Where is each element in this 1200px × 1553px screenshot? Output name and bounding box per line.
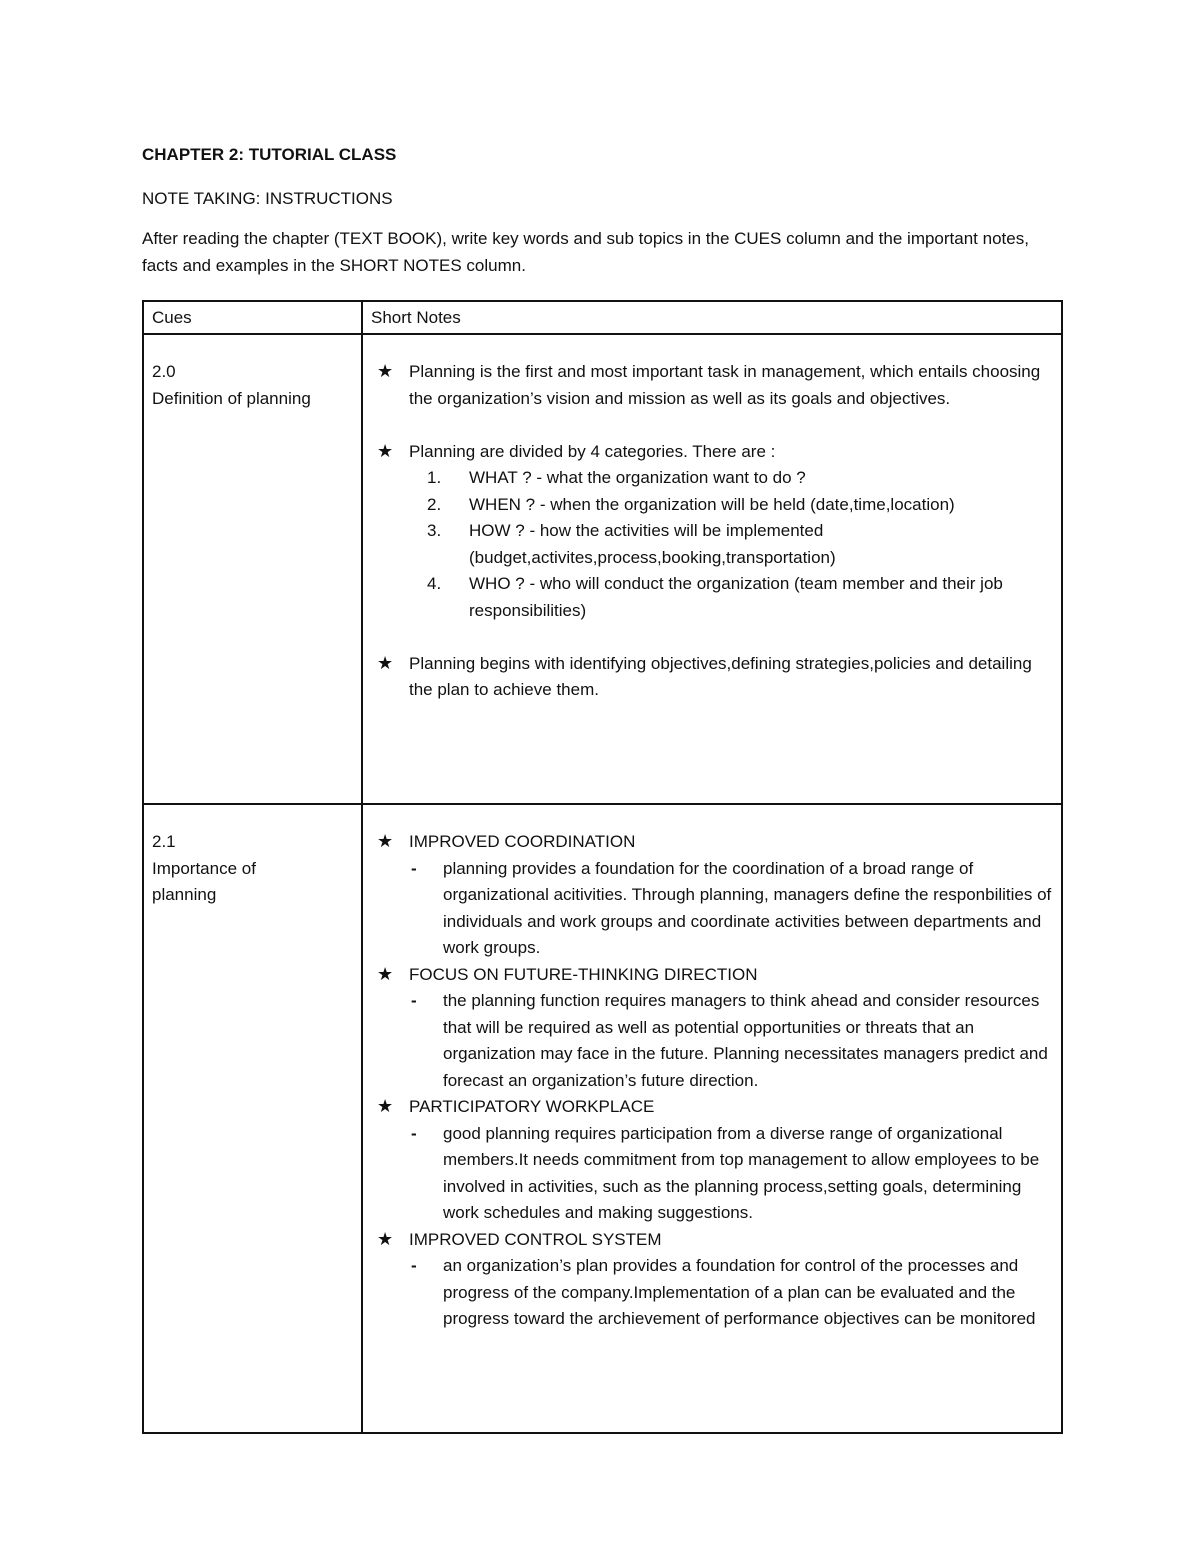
notes-cell <box>362 334 1062 804</box>
star-icon: ★ <box>377 1228 394 1250</box>
document-page <box>142 140 1062 1328</box>
note-point <box>373 1094 1053 1227</box>
note-text: Planning begins with identifying objectives,defining strategies,policies and detailing the plan to achieve them. <box>409 653 1032 699</box>
table-row <box>143 334 1062 804</box>
note-heading: IMPROVED COORDINATION <box>409 832 636 851</box>
page-subtitle: NOTE TAKING: INSTRUCTIONS <box>142 189 393 208</box>
note-point <box>373 962 1053 1095</box>
cue-cell <box>143 334 362 804</box>
list-item: - an organization’s plan provides a foundation for control of the processes and progress of the company.Implementation of a plan can be evaluated and the progress toward the archievement of performance objectives can be monitored <box>409 1253 1053 1333</box>
dash-bullet: - <box>411 858 417 878</box>
star-icon: ★ <box>377 963 394 985</box>
note-text: Planning are divided by 4 categories. There are : <box>409 441 776 461</box>
dash-bullet: - <box>411 1256 417 1275</box>
note-text: Planning is the first and most important task in management, which entails choosing the organization’s vision and mission as well as its goals and objectives. <box>409 362 1041 408</box>
detail-list <box>409 1253 1053 1333</box>
notes-cell <box>362 804 1062 1433</box>
short-notes-header: Short Notes <box>362 301 1062 334</box>
cues-header: Cues <box>143 301 362 334</box>
star-icon: ★ <box>377 831 394 852</box>
star-icon: ★ <box>377 440 394 462</box>
list-item: 3. HOW ? - how the activities will be implemented (budget,activites,process,booking,transportation) <box>427 521 836 567</box>
note-point <box>373 439 1053 625</box>
detail-list <box>409 856 1053 962</box>
note-point <box>373 651 1053 704</box>
star-icon: ★ <box>377 1096 394 1117</box>
category-list <box>373 465 1053 624</box>
list-item: 4. WHO ? - who will conduct the organization (team member and their job responsibilities) <box>427 574 1003 620</box>
note-heading: IMPROVED CONTROL SYSTEM <box>409 1229 662 1249</box>
list-item: - the planning function requires managers to think ahead and consider resources that will be required as well as potential opportunities or threats that an organization may face in the future. Planning necessitates managers predict and forecast an organization’s future direction. <box>409 988 1053 1094</box>
list-item: - planning provides a foundation for the coordination of a broad range of organizational acitivities. Through planning, managers define the responbilities of individuals and work groups and coordinate activities between departments and work groups. <box>409 856 1053 962</box>
cue-label: Importance of planning <box>152 858 256 904</box>
list-item: 1. WHAT ? - what the organization want to do ? <box>427 468 806 487</box>
cue-number: 2.0 <box>152 362 176 381</box>
dash-bullet: - <box>411 991 417 1010</box>
detail-list <box>409 1121 1053 1227</box>
cue-cell <box>143 804 362 1433</box>
star-icon: ★ <box>377 361 394 382</box>
instructions-text: After reading the chapter (TEXT BOOK), write key words and sub topics in the CUES column and the important notes, facts and examples in the SHORT NOTES column. <box>142 229 1029 275</box>
page-title: CHAPTER 2: TUTORIAL CLASS <box>142 145 397 164</box>
cue-number: 2.1 <box>152 832 176 851</box>
dash-bullet: - <box>411 1123 417 1143</box>
star-icon: ★ <box>377 652 394 674</box>
note-point <box>373 829 1053 962</box>
cornell-notes-table <box>142 300 1063 1434</box>
detail-list <box>409 988 1053 1094</box>
table-row <box>143 804 1062 1433</box>
cue-label: Definition of planning <box>152 388 311 408</box>
note-point <box>373 1227 1053 1333</box>
list-item: - good planning requires participation from a diverse range of organizational members.It needs commitment from top management to allow employees to be involved in activities, such as the planning process,setting goals, determining work schedules and making suggestions. <box>409 1121 1053 1227</box>
table-header-row <box>143 301 1062 334</box>
note-heading: PARTICIPATORY WORKPLACE <box>409 1097 655 1116</box>
list-item: 2. WHEN ? - when the organization will be held (date,time,location) <box>427 494 955 514</box>
note-heading: FOCUS ON FUTURE-THINKING DIRECTION <box>409 964 758 984</box>
note-point <box>373 359 1053 412</box>
